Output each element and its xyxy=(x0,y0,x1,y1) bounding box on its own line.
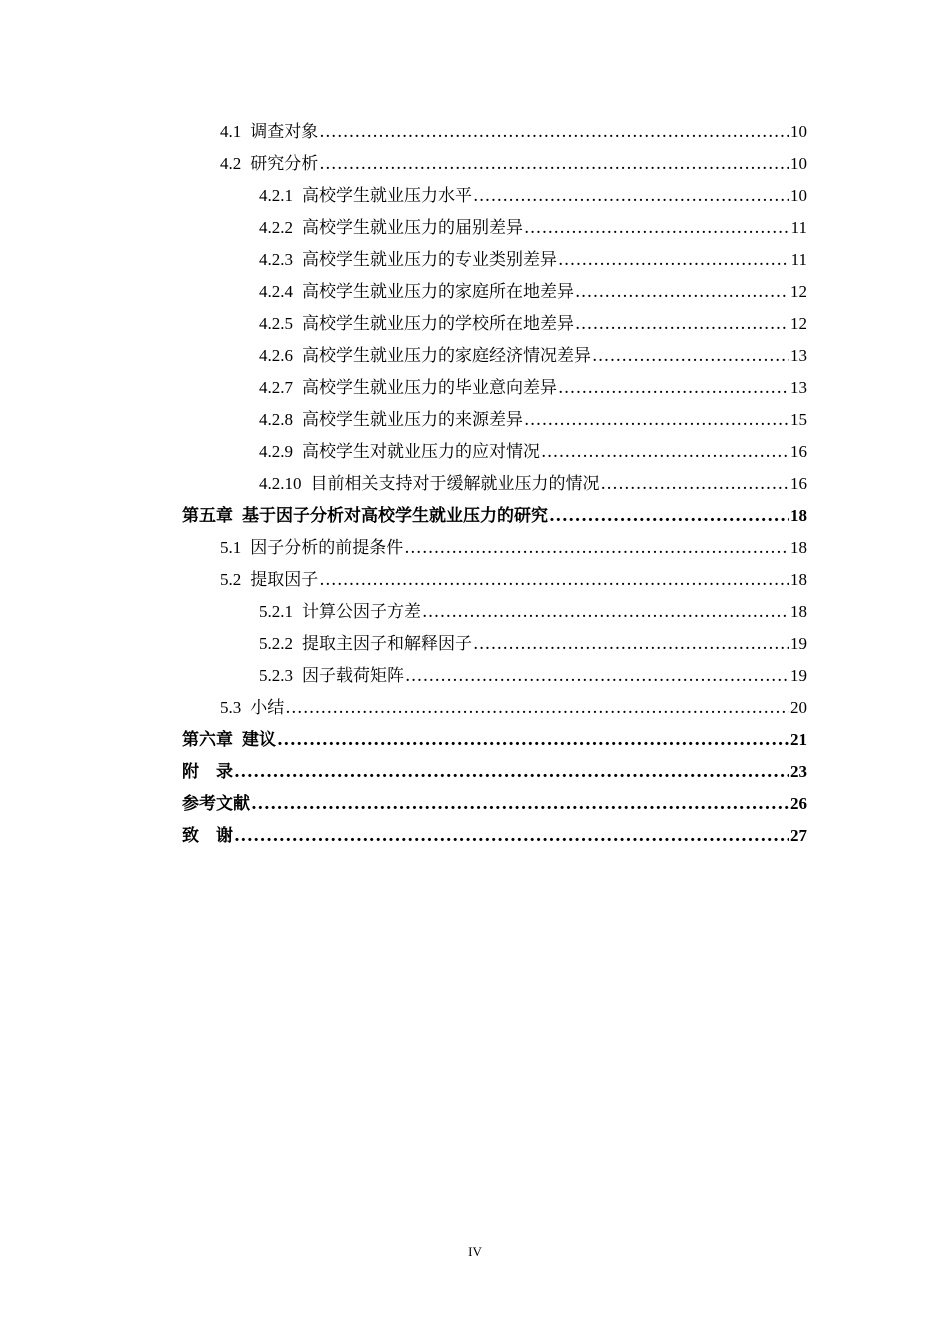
toc-entry[interactable] xyxy=(182,116,807,148)
toc-entry-title: 计算公因子方差 xyxy=(302,602,421,622)
toc-entry-title: 建议 xyxy=(242,730,276,750)
toc-entry-number: 4.2.8 xyxy=(259,410,293,429)
toc-entry-number: 4.2.3 xyxy=(259,250,293,269)
toc-leader-dots xyxy=(575,308,789,340)
toc-leader-dots xyxy=(319,116,789,148)
toc-entry-page: 11 xyxy=(790,250,807,269)
toc-leader-dots xyxy=(592,340,789,372)
toc-entry[interactable] xyxy=(182,820,807,852)
toc-entry-page: 18 xyxy=(790,506,807,525)
toc-entry-number: 5.2.1 xyxy=(259,602,293,621)
toc-entry-number: 4.1 xyxy=(220,122,242,141)
toc-leader-dots xyxy=(558,372,789,404)
toc-entry[interactable] xyxy=(182,500,807,532)
toc-entry-page: 13 xyxy=(790,378,807,397)
toc-entry-number: 4.2.4 xyxy=(259,282,293,301)
toc-leader-dots xyxy=(549,500,789,532)
toc-leader-dots xyxy=(524,404,789,436)
toc-entry-page: 26 xyxy=(790,794,807,813)
toc-entry-page: 19 xyxy=(790,634,807,653)
toc-entry-title: 因子分析的前提条件 xyxy=(250,538,404,558)
toc-entry-title: 提取因子 xyxy=(250,570,319,590)
toc-entry-title: 高校学生就业压力的专业类别差异 xyxy=(302,250,557,270)
toc-entry-title: 高校学生就业压力水平 xyxy=(302,186,472,206)
toc-leader-dots xyxy=(319,148,789,180)
toc-entry[interactable] xyxy=(182,692,807,724)
toc-entry-number: 第五章 xyxy=(182,506,233,525)
toc-leader-dots xyxy=(251,788,789,820)
toc-entry-title: 高校学生就业压力的毕业意向差异 xyxy=(302,378,557,398)
toc-entry[interactable] xyxy=(182,724,807,756)
toc-entry[interactable] xyxy=(182,564,807,596)
toc-entry-page: 11 xyxy=(790,218,807,237)
toc-entry[interactable] xyxy=(182,276,807,308)
toc-entry-page: 20 xyxy=(790,698,807,717)
toc-entry-page: 12 xyxy=(790,282,807,301)
toc-entry-page: 10 xyxy=(790,186,807,205)
toc-entry-title: 目前相关支持对于缓解就业压力的情况 xyxy=(310,474,600,494)
toc-leader-dots xyxy=(405,660,789,692)
toc-entry[interactable] xyxy=(182,596,807,628)
toc-entry[interactable] xyxy=(182,404,807,436)
toc-entry[interactable] xyxy=(182,180,807,212)
toc-entry-title: 提取主因子和解释因子 xyxy=(302,634,472,654)
toc-entry-number: 4.2.2 xyxy=(259,218,293,237)
toc-entry[interactable] xyxy=(182,372,807,404)
table-of-contents xyxy=(182,116,807,852)
toc-entry-number: 5.1 xyxy=(220,538,242,557)
toc-leader-dots xyxy=(277,724,789,756)
toc-entry-page: 18 xyxy=(790,602,807,621)
toc-leader-dots xyxy=(473,180,789,212)
toc-entry-number: 4.2.6 xyxy=(259,346,293,365)
toc-entry-number: 第六章 xyxy=(182,730,233,749)
toc-entry-page: 10 xyxy=(790,122,807,141)
toc-entry[interactable] xyxy=(182,628,807,660)
toc-entry[interactable] xyxy=(182,532,807,564)
toc-entry-number: 4.2.5 xyxy=(259,314,293,333)
toc-entry-page: 10 xyxy=(790,154,807,173)
toc-leader-dots xyxy=(575,276,789,308)
toc-leader-dots xyxy=(285,692,789,724)
toc-entry-title: 基于因子分析对高校学生就业压力的研究 xyxy=(242,506,548,526)
toc-entry-title: 参考文献 xyxy=(182,794,250,814)
toc-leader-dots xyxy=(234,756,789,788)
toc-entry-number: 5.3 xyxy=(220,698,242,717)
page-number: IV xyxy=(468,1244,482,1259)
toc-entry[interactable] xyxy=(182,468,807,500)
toc-entry[interactable] xyxy=(182,148,807,180)
toc-entry-title: 高校学生就业压力的届别差异 xyxy=(302,218,523,238)
toc-leader-dots xyxy=(319,564,789,596)
toc-leader-dots xyxy=(404,532,789,564)
toc-entry-page: 18 xyxy=(790,538,807,557)
toc-entry-title: 高校学生就业压力的家庭经济情况差异 xyxy=(302,346,591,366)
toc-leader-dots xyxy=(422,596,789,628)
toc-entry[interactable] xyxy=(182,340,807,372)
toc-entry-title: 高校学生就业压力的来源差异 xyxy=(302,410,523,430)
toc-entry-number: 5.2 xyxy=(220,570,242,589)
toc-entry-number: 4.2.7 xyxy=(259,378,293,397)
toc-entry-number: 5.2.3 xyxy=(259,666,293,685)
toc-entry-title: 调查对象 xyxy=(250,122,319,142)
toc-entry[interactable] xyxy=(182,756,807,788)
toc-leader-dots xyxy=(541,436,789,468)
toc-entry-page: 18 xyxy=(790,570,807,589)
toc-entry-page: 23 xyxy=(790,762,807,781)
toc-entry-page: 15 xyxy=(790,410,807,429)
toc-entry-number: 4.2.9 xyxy=(259,442,293,461)
toc-leader-dots xyxy=(234,820,789,852)
toc-entry-number: 4.2.1 xyxy=(259,186,293,205)
toc-entry-page: 16 xyxy=(790,442,807,461)
toc-entry-number: 4.2 xyxy=(220,154,242,173)
toc-entry[interactable] xyxy=(182,788,807,820)
toc-entry-page: 13 xyxy=(790,346,807,365)
toc-leader-dots xyxy=(473,628,789,660)
toc-entry-page: 19 xyxy=(790,666,807,685)
toc-entry-number: 4.2.10 xyxy=(259,474,302,493)
toc-entry-title: 因子载荷矩阵 xyxy=(302,666,404,686)
toc-entry-page: 16 xyxy=(790,474,807,493)
toc-entry-number: 5.2.2 xyxy=(259,634,293,653)
toc-entry-title: 小结 xyxy=(250,698,285,718)
toc-entry-title: 致 谢 xyxy=(182,826,233,846)
toc-entry-title: 高校学生就业压力的家庭所在地差异 xyxy=(302,282,574,302)
toc-entry-title: 附 录 xyxy=(182,762,233,782)
toc-entry[interactable] xyxy=(182,212,807,244)
toc-entry-title: 高校学生对就业压力的应对情况 xyxy=(302,442,540,462)
toc-entry[interactable] xyxy=(182,660,807,692)
toc-entry-page: 21 xyxy=(790,730,807,749)
toc-entry-title: 高校学生就业压力的学校所在地差异 xyxy=(302,314,574,334)
toc-leader-dots xyxy=(601,468,790,500)
toc-leader-dots xyxy=(524,212,790,244)
toc-entry[interactable] xyxy=(182,244,807,276)
toc-entry-page: 12 xyxy=(790,314,807,333)
toc-entry-title: 研究分析 xyxy=(250,154,319,174)
toc-entry[interactable] xyxy=(182,436,807,468)
toc-entry[interactable] xyxy=(182,308,807,340)
toc-entry-page: 27 xyxy=(790,826,807,845)
toc-leader-dots xyxy=(558,244,790,276)
